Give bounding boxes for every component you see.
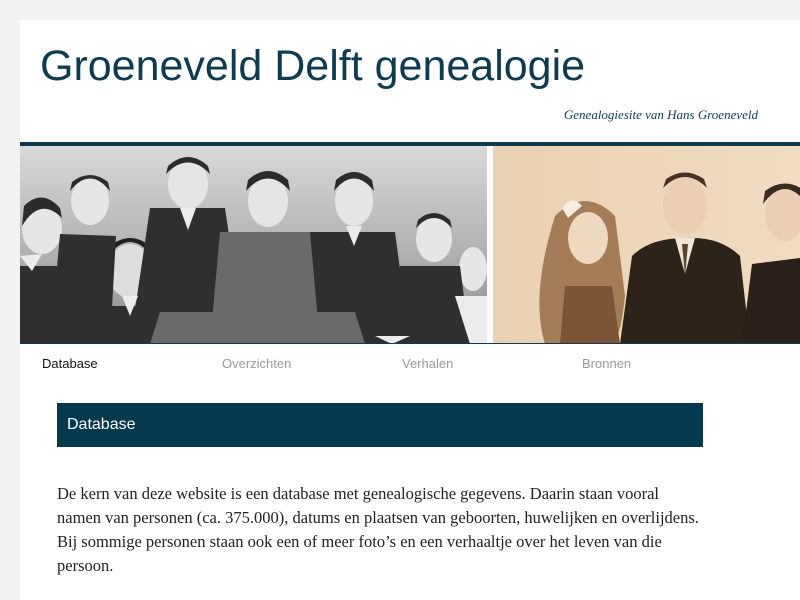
section-heading: Database [57,403,703,447]
nav-item-bronnen[interactable]: Bronnen [582,356,632,371]
family-photo-sepia [493,146,800,344]
nav-item-verhalen[interactable]: Verhalen [402,356,454,371]
nav-item-database[interactable]: Database [42,356,98,371]
main-navigation [20,350,800,376]
intro-paragraph: De kern van deze website is een database met genealogische gegevens. Daarin staan vooral namen van personen (ca. 375.000), datums en plaatsen van geboorten, huwelijken en overlijdens. Bij sommige personen staan ook een of meer foto’s en een verhaaltje over het leven van die persoon. [57,484,699,575]
site-tagline: Genealogiesite van Hans Groeneveld [563,107,758,122]
header-banner [20,146,800,344]
banner-divider [20,343,800,344]
site-title[interactable]: Groeneveld Delft genealogie [40,42,586,90]
nav-item-overzichten[interactable]: Overzichten [222,356,292,371]
family-photo-bw [20,146,493,344]
banner-image [20,146,800,344]
